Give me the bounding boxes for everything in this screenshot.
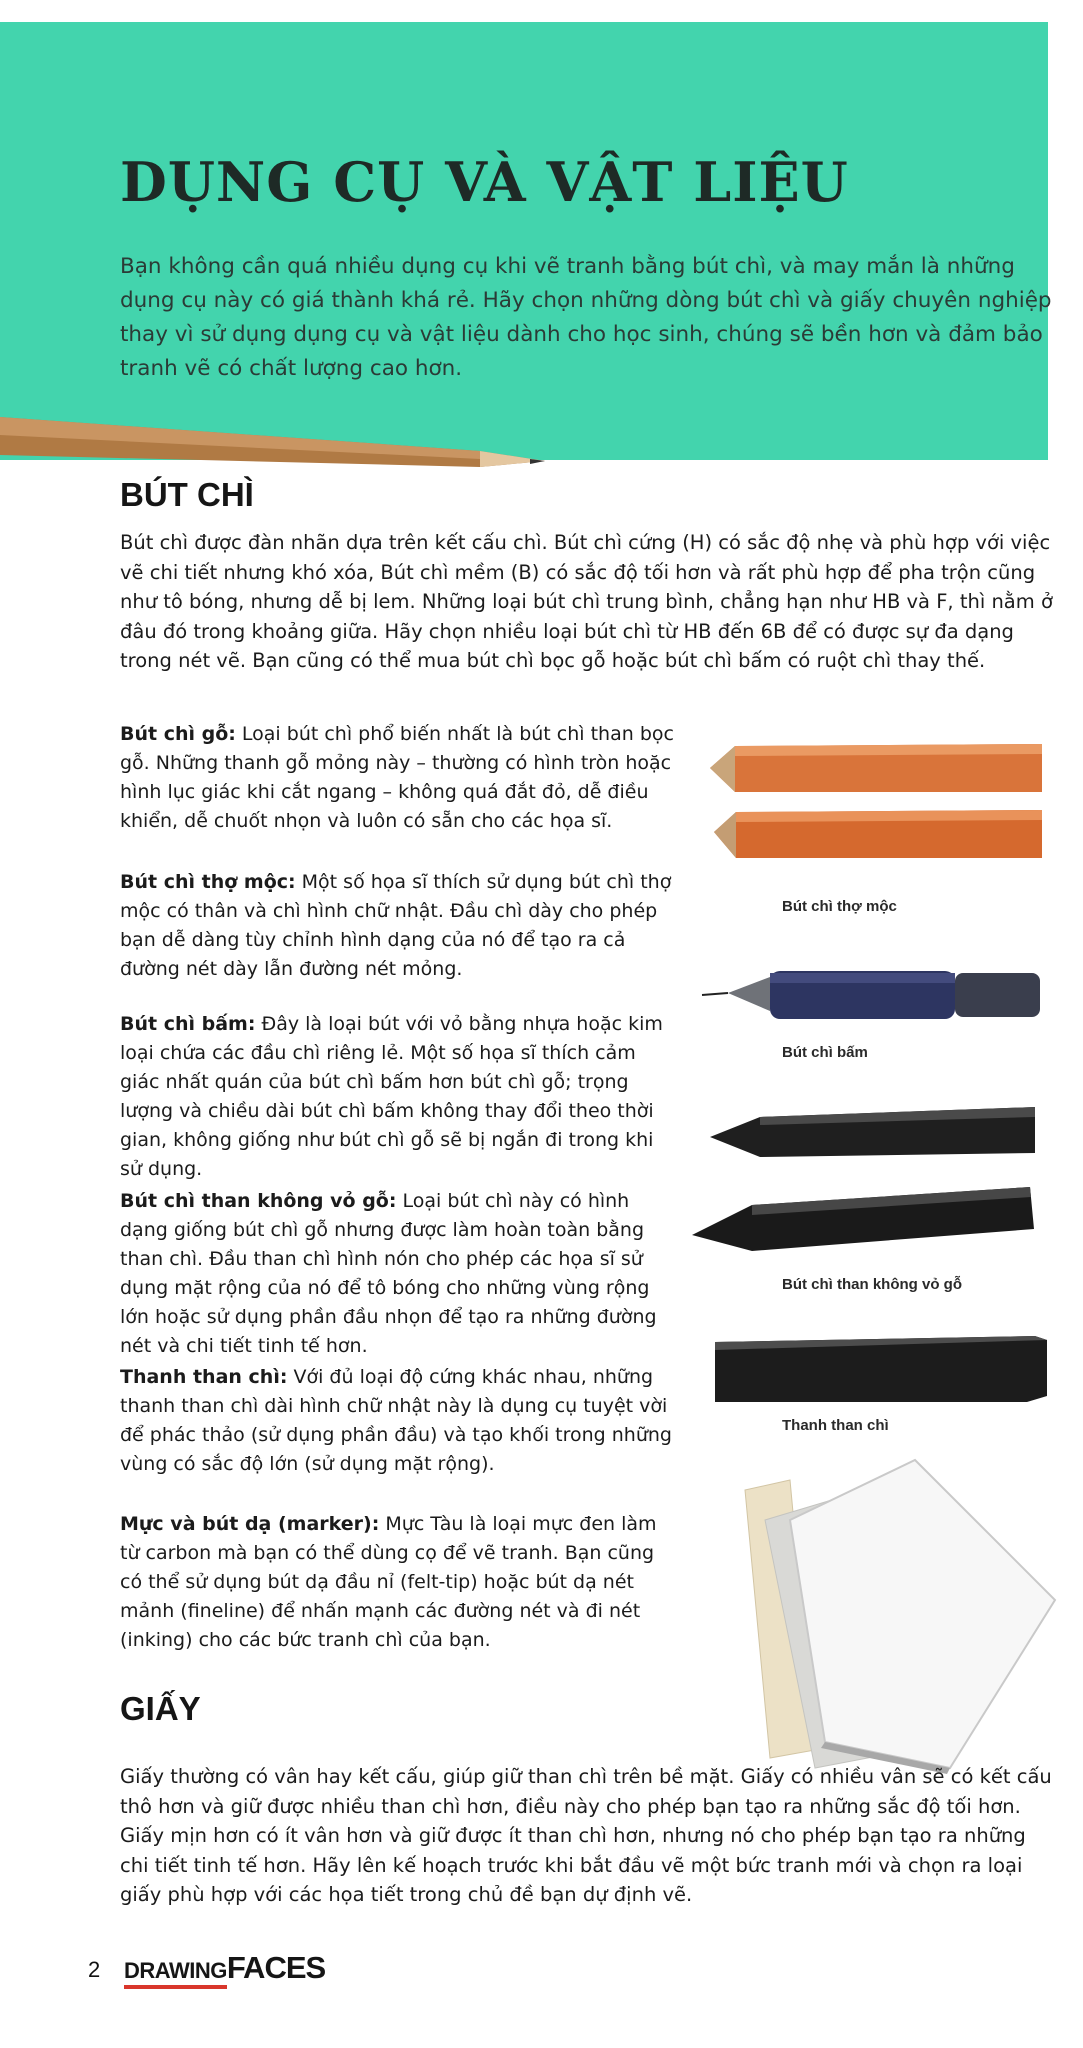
pencil-type-term: Bút chì than không vỏ gỗ:	[120, 1190, 397, 1212]
pencil-type-desc: Một số họa sĩ thích sử dụng bút chì thợ mộc có thân và chì hình chữ nhật. Đầu chì dày cho phép bạn dễ dàng tùy chỉnh hình dạng của nó để tạo ra cả đường nét dày lẫn đường nét mỏng.	[120, 871, 672, 980]
pencil-type-mechanical	[120, 1010, 680, 1184]
mechanical-pencil-illustration	[700, 955, 1050, 1035]
header-banner	[0, 22, 1048, 460]
caption-graphite-stick: Thanh than chì	[782, 1417, 889, 1434]
pencil-type-ink-marker	[120, 1510, 680, 1655]
page-number: 2	[88, 1957, 101, 1982]
caption-mechanical-pencil: Bút chì bấm	[782, 1044, 868, 1061]
pencil-type-term: Mực và bút dạ (marker):	[120, 1513, 380, 1535]
logo-faces: FACES	[226, 1950, 326, 1985]
pencils-intro: Bút chì được đàn nhãn dựa trên kết cấu chì. Bút chì cứng (H) có sắc độ nhẹ và phù hợp với việc vẽ chi tiết nhưng khó xóa, Bút chì mềm (B) có sắc độ tối hơn và rất phù hợp để pha trộn cũng như tô bóng, nhưng dễ bị lem. Những loại bút chì trung bình, chẳng hạn như HB và F, thì nằm ở đâu đó trong khoảng giữa. Hãy chọn nhiều loại bút chì từ HB đến 6B để có được sự đa dạng trong nét vẽ. Bạn cũng có thể mua bút chì bọc gỗ hoặc bút chì bấm có ruột chì thay thế.	[120, 531, 1053, 672]
book-logo	[124, 1950, 325, 1989]
pencil-type-desc: Đây là loại bút với vỏ bằng nhựa hoặc kim loại chứa các đầu chì riêng lẻ. Một số họa sĩ thích cảm giác nhất quán của bút chì bấm hơn bút chì gỗ; trọng lượng và chiều dài bút chì bấm không thay đổi theo thời gian, không giống như bút chì gỗ sẽ bị ngắn đi trong khi sử dụng.	[120, 1013, 663, 1180]
caption-woodless-pencil: Bút chì than không vỏ gỗ	[782, 1276, 962, 1293]
graphite-stick-illustration	[715, 1332, 1050, 1412]
woodless-pencil-illustration	[690, 1095, 1050, 1270]
header-intro: Bạn không cần quá nhiều dụng cụ khi vẽ tranh bằng bút chì, và may mắn là những dụng cụ này có giá thành khá rẻ. Hãy chọn những dòng bút chì và giấy chuyên nghiệp thay vì sử dụng dụng cụ và vật liệu dành cho học sinh, chúng sẽ bền hơn và đảm bảo tranh vẽ có chất lượng cao hơn.	[120, 254, 1052, 381]
paper-text: Giấy thường có vân hay kết cấu, giúp giữ than chì trên bề mặt. Giấy có nhiều vân sẽ có kết cấu thô hơn và giữ được nhiều than chì hơn, điều này cho phép bạn tạo ra những sắc độ tối hơn. Giấy mịn hơn có ít vân hơn và giữ được ít than chì hơn, nhưng nó cho phép bạn tạo ra những chi tiết tinh tế hơn. Hãy lên kế hoạch trước khi bắt đầu vẽ một bức tranh mới và chọn ra loại giấy phù hợp với các họa tiết trong chủ đề bạn dự định vẽ.	[120, 1765, 1052, 1906]
pencil-type-desc: Loại bút chì này có hình dạng giống bút chì gỗ nhưng được làm hoàn toàn bằng than chì. Đầu than chì hình nón cho phép các họa sĩ sử dụng mặt rộng của nó để tô bóng cho những vùng rộng lớn hoặc sử dụng phần đầu nhọn để tạo ra những đường nét và chi tiết tinh tế hơn.	[120, 1190, 657, 1357]
pencil-type-woodless	[120, 1187, 680, 1361]
pencil-type-desc: Với đủ loại độ cứng khác nhau, những thanh than chì dài hình chữ nhật này là dụng cụ tuyệt vời để phác thảo (sử dụng phần đầu) và tạo khối trong những vùng có sắc độ lớn (sử dụng mặt rộng).	[120, 1366, 672, 1475]
pencil-type-term: Thanh than chì:	[120, 1366, 288, 1388]
pencil-type-carpenter	[120, 868, 680, 984]
header-pencil-illustration	[0, 405, 560, 475]
page-title: DỤNG CỤ VÀ VẬT LIỆU	[120, 150, 849, 214]
section-title-paper: GIẤY	[120, 1690, 201, 1727]
pencil-type-desc: Mực Tàu là loại mực đen làm từ carbon mà bạn có thể dùng cọ để vẽ tranh. Bạn cũng có thể sử dụng bút dạ đầu nỉ (felt-tip) hoặc bút dạ nét mảnh (fineline) để nhấn mạnh các đường nét và đi nét (inking) cho các bức tranh chì của bạn.	[120, 1513, 657, 1651]
pencil-type-wood	[120, 720, 680, 836]
pencil-type-term: Bút chì bấm:	[120, 1013, 256, 1035]
carpenter-pencil-illustration	[700, 730, 1050, 880]
paper-sheets-illustration	[715, 1450, 1060, 1775]
pencil-type-graphite-stick	[120, 1363, 680, 1479]
section-title-pencils: BÚT CHÌ	[120, 476, 254, 513]
caption-carpenter-pencil: Bút chì thợ mộc	[782, 898, 897, 915]
logo-drawing: DRAWING	[124, 1958, 227, 1989]
pencil-type-desc: Loại bút chì phổ biến nhất là bút chì than bọc gỗ. Những thanh gỗ mỏng này – thường có hình tròn hoặc hình lục giác khi cắt ngang – không quá đắt đỏ, dễ điều khiển, dễ chuốt nhọn và luôn có sẵn cho các họa sĩ.	[120, 723, 674, 832]
pencil-type-term: Bút chì thợ mộc:	[120, 871, 296, 893]
pencil-type-term: Bút chì gỗ:	[120, 723, 236, 745]
